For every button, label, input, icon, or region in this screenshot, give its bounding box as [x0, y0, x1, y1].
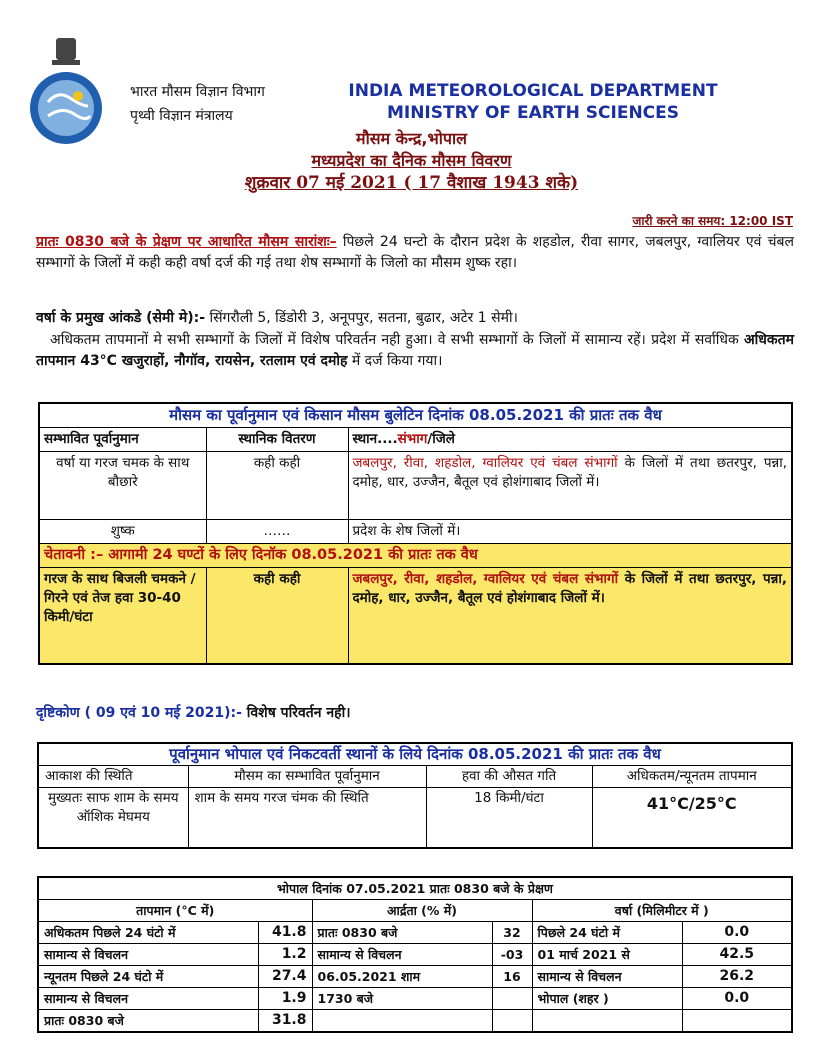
obs-hum-label: 06.05.2021 शाम [312, 966, 492, 988]
header-temp: अधिकतम/न्यूनतम तापमान [592, 766, 792, 788]
header-sky: आकाश की स्थिति [38, 766, 188, 788]
col-forecast: सम्भावित पूर्वानुमान [39, 428, 206, 452]
obs-temp-value: 1.9 [258, 988, 312, 1010]
obs-rain-value [682, 1010, 792, 1033]
obs-temp-value: 27.4 [258, 966, 312, 988]
dept-name-hindi [130, 80, 265, 128]
obs-temp-value: 31.8 [258, 1010, 312, 1033]
emblem-icon [52, 38, 80, 65]
obs-rain-value: 0.0 [682, 988, 792, 1010]
temp-text-2: में दर्ज किया गया। [351, 353, 443, 369]
warning-title: चेतावनी :– आगामी 24 घण्टों के लिए दिनॉक 08.05.2021 की प्रातः तक वैध [39, 544, 792, 568]
summary-paragraph [36, 232, 794, 274]
outlook-text: विशेष परिवर्तन नही। [246, 705, 351, 721]
hindi-line-2: पृथ्वी विज्ञान मंत्रालय [130, 108, 233, 124]
temp-bold: अधिकतम तापमान 43°C खजुराहों, नौगॉव, रायसेन, रतलाम एवं दमोह [36, 332, 795, 369]
obs-row [38, 988, 792, 1010]
value-sky: मुख्यतः साफ शाम के समय ऑशिक मेघमय [38, 788, 188, 848]
col-location-a: स्थान.... [352, 431, 398, 447]
summary-text: पिछले 24 घन्टो के दौरान प्रदेश के शहडोल, रीवा सागर, जबलपुर, ग्वालियर एवं चंबल सम्भागों के जिलों में कही कही वर्षा दर्ज की गई तथा शेष सम्भागों के जिलो का मौसम शुष्क रहा। [36, 234, 794, 271]
rain-heading: वर्षा के प्रमुख आंकडे (सेमी मे):- [36, 310, 206, 326]
obs-hum-value: -03 [492, 944, 532, 966]
obs-rows [38, 922, 792, 1033]
row2-location: प्रदेश के शेष जिलों में। [348, 520, 792, 544]
report-date: शुक्रवार 07 मई 2021 ( 17 वैशाख 1943 शके) [244, 173, 579, 193]
obs-hum-value: 32 [492, 922, 532, 944]
obs-title: भोपाल दिनांक 07.05.2021 प्रातः 0830 बजे के प्रेक्षण [38, 877, 792, 900]
hindi-line-1: भारत मौसम विज्ञान विभाग [130, 84, 265, 100]
value-temp: 41°C/25°C [592, 788, 792, 848]
row1-distribution: कही कही [206, 452, 348, 520]
eng-line-1: INDIA METEOROLOGICAL DEPARTMENT [348, 81, 718, 101]
report-title: मध्यप्रदेश का दैनिक मौसम विवरण [311, 151, 512, 170]
obs-temp-value: 41.8 [258, 922, 312, 944]
warning-distribution: कही कही [206, 568, 348, 664]
obs-temp-label: सामान्य से विचलन [38, 988, 258, 1010]
obs-rain-label: भोपाल (शहर ) [532, 988, 682, 1010]
obs-temp-label: प्रातः 0830 बजे [38, 1010, 258, 1033]
col-location-b: संभाग [397, 431, 428, 447]
obs-hum-value [492, 988, 532, 1010]
rain-paragraph [36, 308, 794, 329]
obs-rain-value: 42.5 [682, 944, 792, 966]
obs-rain-value: 0.0 [682, 922, 792, 944]
obs-hum-value [492, 1010, 532, 1033]
summary-heading: प्रातः 0830 बजे के प्रेक्षण पर आधारित मौसम सारांशः– [36, 234, 337, 250]
eng-line-2: MINISTRY OF EARTH SCIENCES [386, 103, 680, 123]
value-forecast: शाम के समय गरज चंमक की स्थिति [188, 788, 426, 848]
outlook-heading: दृष्टिकोण ( 09 एवं 10 मई 2021):- [36, 705, 242, 721]
report-heading [0, 128, 823, 194]
obs-header-humidity: आर्द्रता (% में) [312, 900, 532, 922]
obs-row [38, 1010, 792, 1033]
row1-location [348, 452, 792, 520]
obs-hum-label: सामान्य से विचलन [312, 944, 492, 966]
dept-name-english [328, 80, 738, 124]
row1-location-rest: के जिलों में तथा छतरपुर, पन्ना, दमोह, धार, उज्जैन, बैतूल एवं होशंगाबाद जिलों में। [352, 455, 787, 490]
warning-location-rest: के जिलों में तथा छतरपुर, पन्ना, दमोह, धार, उज्जैन, बैतूल एवं होशंगाबाद जिलों में। [352, 571, 787, 606]
centre-name: मौसम केन्द्र,भोपाल [356, 129, 467, 148]
col-location [348, 428, 792, 452]
rain-text: सिंगरौली 5, डिंडोरी 3, अनूपपुर, सतना, बुढार, अटेर 1 सेमी। [209, 310, 518, 326]
obs-rain-label [532, 1010, 682, 1033]
obs-hum-label: 1730 बजे [312, 988, 492, 1010]
obs-row [38, 922, 792, 944]
obs-row [38, 944, 792, 966]
temp-paragraph [36, 330, 794, 372]
obs-temp-label: अधिकतम पिछले 24 घंटो में [38, 922, 258, 944]
warning-location [348, 568, 792, 664]
obs-rain-value: 26.2 [682, 966, 792, 988]
obs-header-temp: तापमान (°C में) [38, 900, 312, 922]
forecast-table [38, 402, 793, 665]
warning-event: गरज के साथ बिजली चमकने / गिरने एवं तेज हवा 30-40 किमी/घंटा [39, 568, 206, 664]
obs-temp-value: 1.2 [258, 944, 312, 966]
obs-temp-label: न्यूनतम पिछले 24 घंटो में [38, 966, 258, 988]
row2-forecast: शुष्क [39, 520, 206, 544]
obs-rain-label: सामान्य से विचलन [532, 966, 682, 988]
bhopal-forecast-title: पूर्वानुमान भोपाल एवं निकटवर्ती स्थानों के लिये दिनांक 08.05.2021 की प्रातः तक वैध [38, 743, 792, 766]
value-wind: 18 किमी/घंटा [426, 788, 592, 848]
obs-rain-label: 01 मार्च 2021 से [532, 944, 682, 966]
row2-distribution: …… [206, 520, 348, 544]
row1-location-red: जबलपुर, रीवा, शहडोल, ग्वालियर एवं चंबल संभागों [352, 455, 618, 471]
issue-time: जारी करने का समय: 12:00 IST [632, 214, 793, 228]
header-wind: हवा की औसत गति [426, 766, 592, 788]
obs-hum-label: प्रातः 0830 बजे [312, 922, 492, 944]
header-forecast: मौसम का सम्भावित पूर्वानुमान [188, 766, 426, 788]
warning-location-red: जबलपुर, रीवा, शहडोल, ग्वालियर एवं चंबल संभागों [352, 571, 619, 587]
bhopal-obs-table [37, 876, 793, 1033]
obs-hum-value: 16 [492, 966, 532, 988]
obs-row [38, 966, 792, 988]
outlook [36, 703, 351, 722]
col-location-c: /जिले [427, 431, 455, 447]
col-distribution: स्थानिक वितरण [206, 428, 348, 452]
obs-rain-label: पिछले 24 घंटो में [532, 922, 682, 944]
forecast-title: मौसम का पूर्वानुमान एवं किसान मौसम बुलेटिन दिनांक 08.05.2021 की प्रातः तक वैध [39, 403, 792, 428]
temp-text-1: अधिकतम तापमानों मे सभी सम्भागों के जिलों में विशेष परिवर्तन नही हुआ। वे सभी सम्भागों के जिलों में सामान्य रहें। प्रदेश में सर्वाधिक [50, 332, 739, 348]
bhopal-forecast-table [37, 742, 793, 849]
row1-forecast: वर्षा या गरज चमक के साथ बौछारे [39, 452, 206, 520]
obs-header-rain: वर्षा (मिलिमीटर में ) [532, 900, 792, 922]
obs-temp-label: सामान्य से विचलन [38, 944, 258, 966]
obs-hum-label [312, 1010, 492, 1033]
